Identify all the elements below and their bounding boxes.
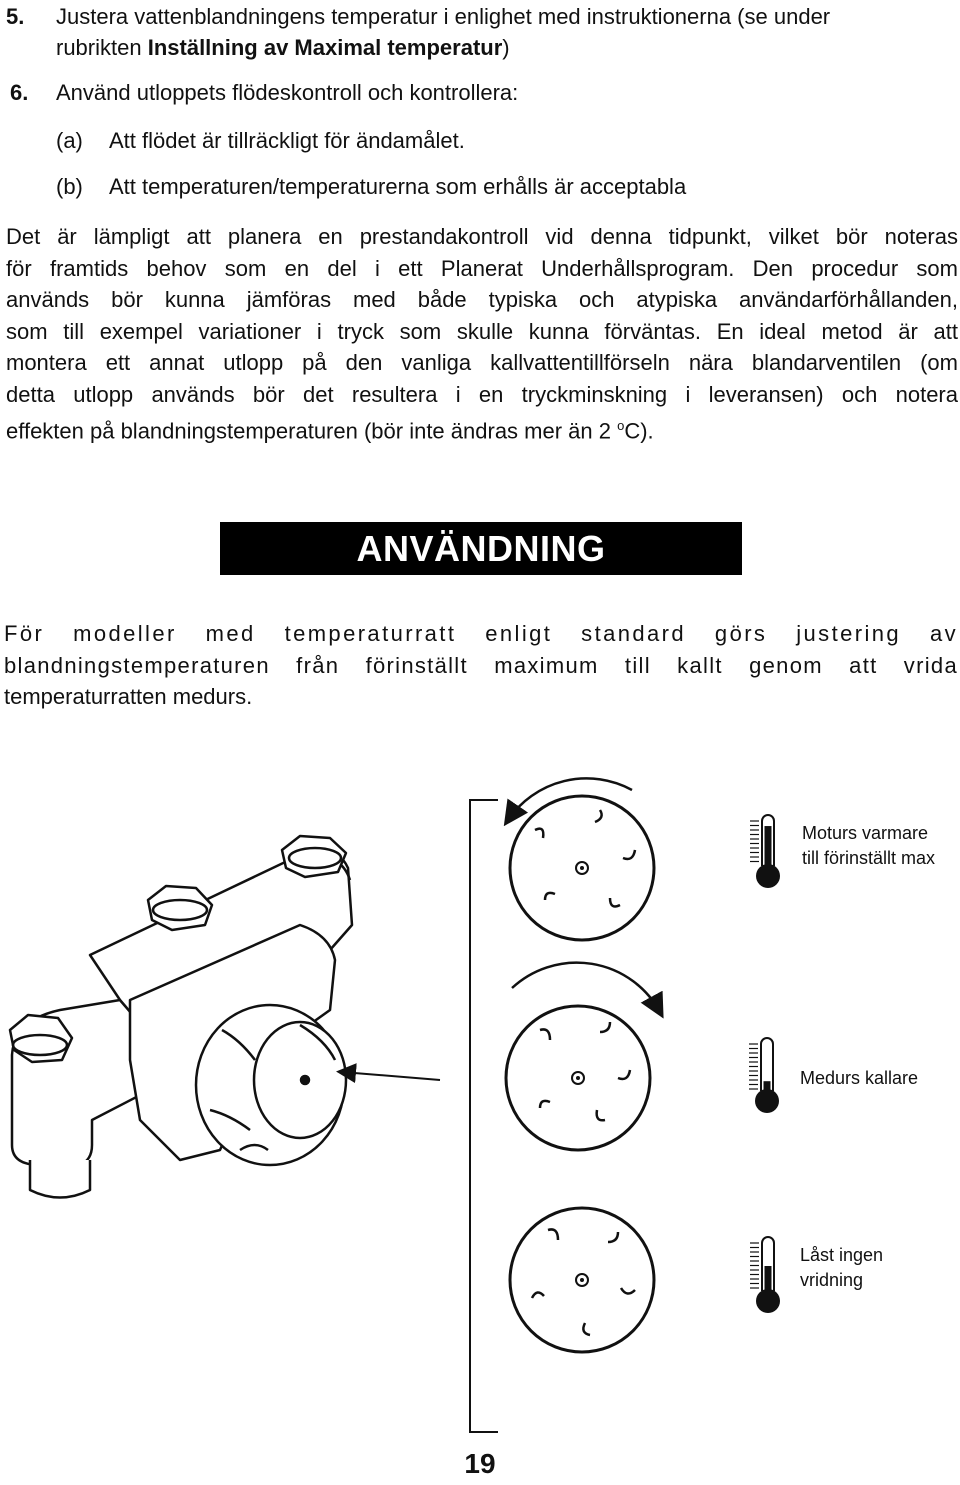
step-5-line-2-post: ) bbox=[502, 35, 510, 60]
thermometer-icon bbox=[749, 1038, 779, 1113]
locked-label-line-2: vridning bbox=[800, 1270, 864, 1290]
locked-label bbox=[800, 1243, 883, 1293]
dial-knob-icon bbox=[510, 796, 654, 940]
clockwise-arrow-icon bbox=[512, 963, 660, 1012]
step-5-line-2-pre: rubrikten bbox=[56, 35, 148, 60]
dial-knob-icon bbox=[510, 1208, 654, 1352]
warm-label-line-2: till förinställt max bbox=[802, 848, 936, 868]
paragraph-line: detta utlopp används bör det resultera i en tryckminskning i leveransen) och notera bbox=[6, 381, 958, 407]
usage-line-1: För modeller med temperaturratt enligt standard görs justering av bbox=[4, 621, 958, 646]
usage-line-2: blandningstemperaturen från förinställt maximum till kallt genom att vrida bbox=[4, 652, 958, 678]
cold-label-line-1: Medurs kallare bbox=[800, 1068, 919, 1088]
page-number: 19 bbox=[464, 1448, 496, 1479]
step-5-reference: Inställning av Maximal temperatur bbox=[147, 35, 503, 60]
thermometer-icon bbox=[750, 815, 780, 888]
paragraph-line: som till exempel variationer i tryck som skulle kunna förväntas. En ideal metod är att bbox=[6, 318, 958, 344]
valve-illustration bbox=[10, 836, 352, 1198]
paragraph-last-line-pre: effekten på blandningstemperaturen (bör inte ändras mer än 2 bbox=[6, 418, 618, 444]
step-5-number: 5. bbox=[6, 4, 25, 29]
item-a-marker: (a) bbox=[56, 128, 83, 153]
step-5-line-1: Justera vattenblandningens temperatur i enlighet med instruktionerna (se under bbox=[56, 4, 831, 29]
usage-line-3: temperaturratten medurs. bbox=[4, 684, 253, 709]
locked-label-line-1: Låst ingen bbox=[800, 1245, 884, 1265]
pointer-arrow-icon bbox=[342, 1072, 440, 1080]
section-heading: ANVÄNDNING bbox=[356, 527, 606, 569]
bracket-line bbox=[470, 800, 498, 1432]
paragraph-last-line-post: C). bbox=[624, 418, 654, 444]
paragraph-line: montera ett annat utlopp på den vanliga kallvattentillförseln nära blandarventilen (om bbox=[6, 350, 958, 375]
step-6-text: Använd utloppets flödeskontroll och kontrollera: bbox=[56, 80, 519, 105]
item-b-marker: (b) bbox=[56, 174, 83, 199]
paragraph-line: används bör kunna jämföras med både typiska och atypiska användarförhållanden, bbox=[6, 287, 958, 312]
degree-symbol: o bbox=[617, 418, 625, 433]
paragraph-line: Det är lämpligt att planera en prestandakontroll vid denna tidpunkt, vilket bör noteras bbox=[6, 224, 958, 249]
item-a-text: Att flödet är tillräckligt för ändamålet. bbox=[109, 128, 465, 153]
warm-label bbox=[802, 821, 935, 871]
warm-label-line-1: Moturs varmare bbox=[802, 823, 929, 843]
dial-knob-icon bbox=[506, 1006, 650, 1150]
step-6-number: 6. bbox=[10, 80, 29, 105]
cold-label bbox=[800, 1066, 918, 1091]
item-b-text: Att temperaturen/temperaturerna som erhålls är acceptabla bbox=[109, 174, 687, 199]
thermometer-icon bbox=[750, 1237, 780, 1313]
paragraph-line: för framtids behov som en del i ett Planerat Underhållsprogram. Den procedur som bbox=[6, 255, 958, 281]
